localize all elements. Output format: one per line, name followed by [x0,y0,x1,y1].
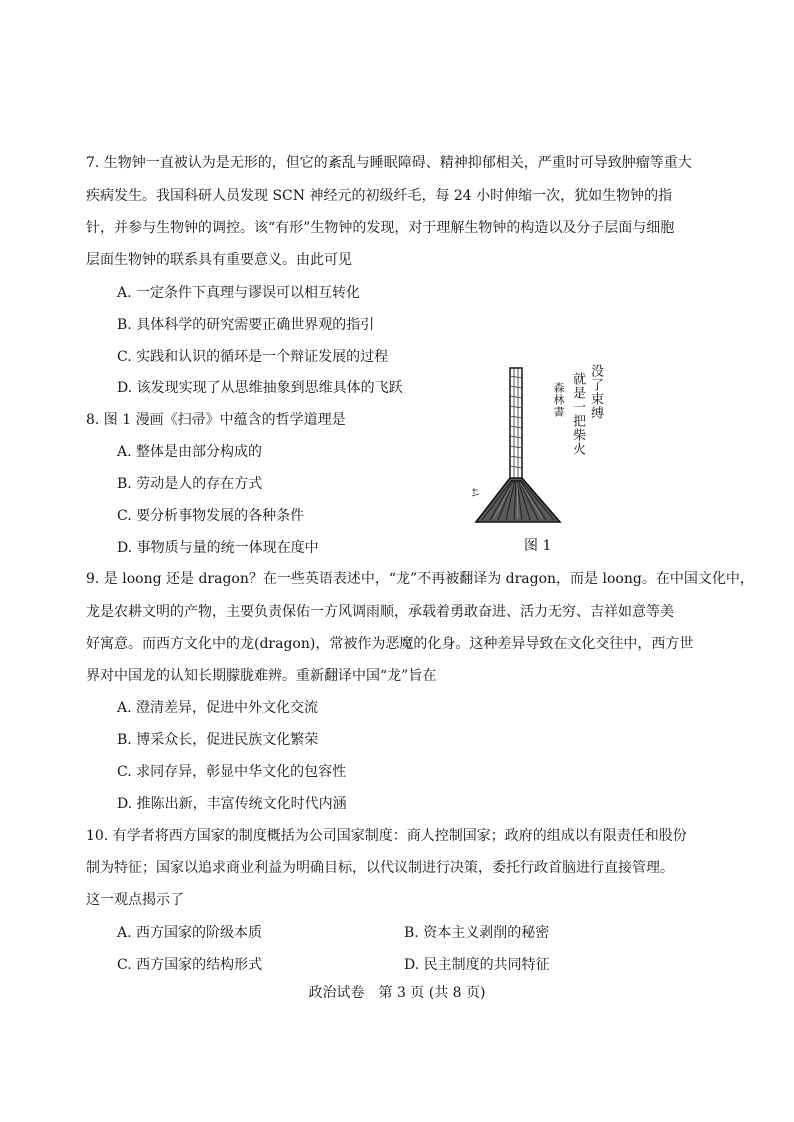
page-footer: 政治试卷 第 3 页 (共 8 页) [308,985,486,1001]
q10-option-b: B. 资本主义剥削的秘密 [404,925,550,941]
q10-option-c: C. 西方国家的结构形式 [117,957,263,973]
figure-calligraphy-col-3: 森林書 [552,382,565,418]
q7-stem-line-4: 层面生物钟的联系具有重要意义。由此可见 [86,252,352,268]
figure-1-broom-cartoon [470,360,604,528]
q10-stem-line-2: 制为特征；国家以追求商业利益为明确目标，以代议制进行决策，委托行政首脑进行直接管理。 [86,860,674,876]
q10-stem-line-1: 10. 有学者将西方国家的制度概括为公司国家制度：商人控制国家；政府的组成以有限责任和股份 [86,828,687,844]
q9-stem-line-2: 龙是农耕文明的产物，主要负责保佑一方风调雨顺，承载着勇敢奋进、活力无穷、吉祥如意等美 [86,604,674,620]
q7-stem-line-3: 针，并参与生物钟的调控。该“有形”生物钟的发现，对于理解生物钟的构造以及分子层面与细胞 [86,220,675,236]
figure-calligraphy-col-2: 就是一把柴火 [570,372,585,456]
q10-stem-line-3: 这一观点揭示了 [86,892,184,908]
q9-stem-line-1: 9. 是 loong 还是 dragon？在一些英语表述中，“龙”不再被翻译为 dragon，而是 loong。在中国文化中， [86,571,754,587]
q9-stem-line-3: 好寓意。而西方文化中的龙(dragon)，常被作为恶魔的化身。这种差异导致在文化交往中，西方世 [86,636,694,652]
q9-option-a: A. 澄清差异，促进中外文化交流 [117,700,319,716]
q7-option-c: C. 实践和认识的循环是一个辩证发展的过程 [117,349,389,365]
q8-option-d: D. 事物质与量的统一体现在度中 [117,540,319,556]
q7-option-d: D. 该发现实现了从思维抽象到思维具体的飞跃 [117,380,403,396]
figure-calligraphy-col-1: 没了束缚 [588,364,603,420]
q7-stem-line-2: 疾病发生。我国科研人员发现 SCN 神经元的初级纤毛，每 24 小时伸缩一次，犹如生物钟的指 [86,188,673,204]
q9-option-b: B. 博采众长，促进民族文化繁荣 [117,732,319,748]
q10-option-a: A. 西方国家的阶级本质 [117,925,263,941]
figure-1-caption: 图 1 [524,538,552,554]
q9-option-d: D. 推陈出新，丰富传统文化时代内涵 [117,796,347,812]
q7-option-b: B. 具体科学的研究需要正确世界观的指引 [117,317,375,333]
q9-stem-line-4: 界对中国龙的认知长期朦胧难辨。重新翻译中国“龙”旨在 [86,668,437,684]
q9-option-c: C. 求同存异，彰显中华文化的包容性 [117,764,347,780]
q7-stem-line-1: 7. 生物钟一直被认为是无形的，但它的紊乱与睡眠障碍、精神抑郁相关，严重时可导致肿瘤等重大 [86,155,692,171]
q8-option-a: A. 整体是由部分构成的 [117,444,263,460]
q8-stem: 8. 图 1 漫画《扫帚》中蕴含的哲学道理是 [86,412,346,428]
q7-option-a: A. 一定条件下真理与谬误可以相互转化 [117,285,361,301]
q8-option-c: C. 要分析事物发展的各种条件 [117,508,305,524]
q10-option-d: D. 民主制度的共同特征 [404,957,550,973]
q8-option-b: B. 劳动是人的存在方式 [117,476,263,492]
